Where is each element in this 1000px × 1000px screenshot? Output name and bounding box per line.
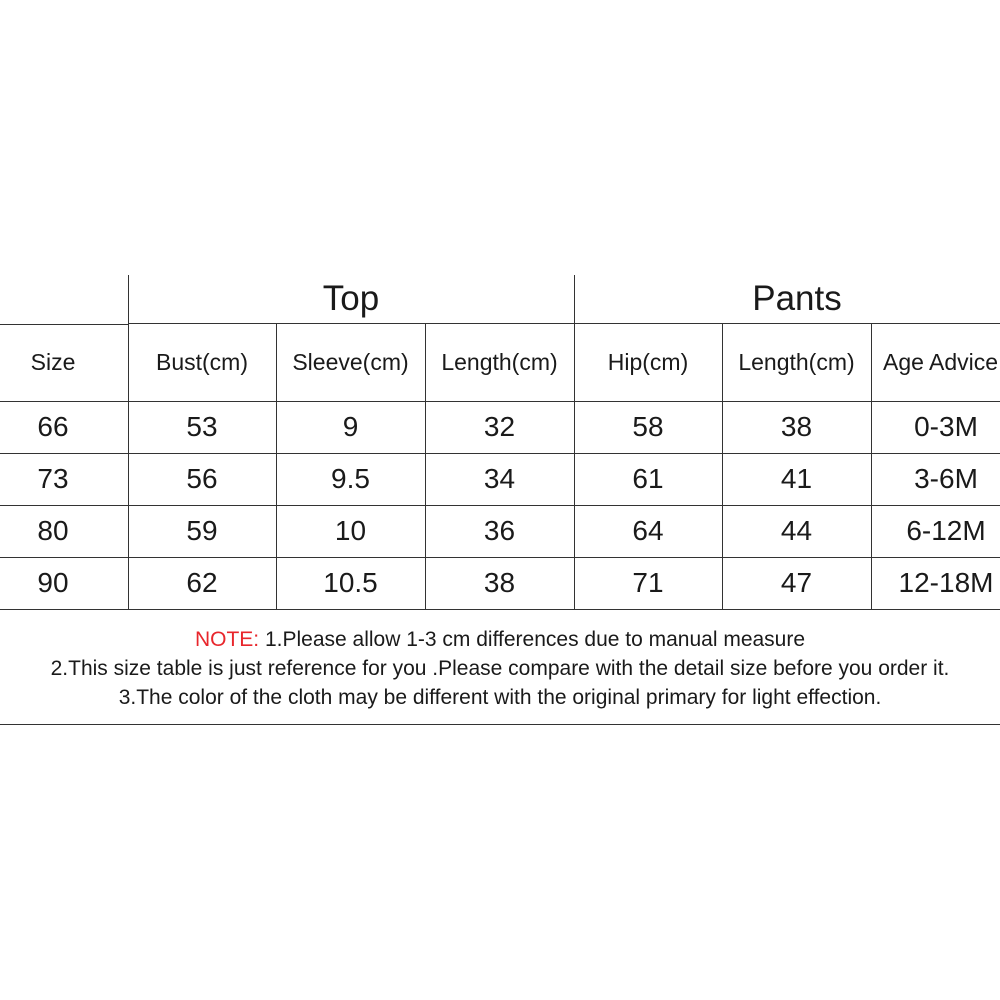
table-cell-age-advice: 6-12M (906, 515, 986, 546)
table-cell-sleeve: 9 (342, 411, 359, 442)
table-cell-top-length: 36 (483, 515, 516, 546)
table-cell-pants-length: 44 (780, 515, 813, 546)
column-header-sleeve: Sleeve(cm) (292, 349, 409, 375)
table-cell-sleeve: 10 (334, 515, 367, 546)
column-header-size: Size (30, 349, 76, 375)
table-cell-hip: 61 (632, 463, 664, 494)
table-cell-age-advice: 12-18M (898, 567, 994, 598)
table-cell-size: 80 (37, 515, 69, 546)
column-header-pants-length: Length(cm) (738, 349, 855, 375)
table-cell-bust: 59 (186, 515, 218, 546)
table-cell-age-advice: 0-3M (914, 411, 978, 442)
table-cell-size: 73 (37, 463, 69, 494)
group-header-pants: Pants (752, 279, 842, 318)
table-cell-size: 66 (37, 411, 69, 442)
line-under-row-4 (0, 609, 1000, 610)
table-cell-sleeve: 10.5 (323, 567, 378, 598)
table-cell-hip: 64 (632, 515, 664, 546)
column-header-age-advice: Age Advice (883, 349, 999, 375)
note-label: NOTE: (194, 628, 260, 651)
table-cell-sleeve: 9.5 (331, 463, 370, 494)
line-under-notes (0, 724, 1000, 725)
note-text-1: 1.Please allow 1-3 cm differences due to manual measure (259, 628, 806, 651)
table-cell-pants-length: 47 (780, 567, 813, 598)
group-header-top: Top (322, 279, 380, 318)
table-cell-top-length: 38 (483, 567, 516, 598)
table-cell-bust: 56 (186, 463, 218, 494)
column-header-bust: Bust(cm) (156, 349, 248, 375)
column-header-hip: Hip(cm) (607, 349, 689, 375)
table-cell-pants-length: 38 (780, 411, 813, 442)
note-line-1 (0, 628, 1000, 652)
table-cell-top-length: 34 (483, 463, 516, 494)
column-header-top-length: Length(cm) (441, 349, 558, 375)
table-cell-size: 90 (37, 567, 69, 598)
note-line-3: 3.The color of the cloth may be different with the original primary for light effection. (118, 686, 882, 709)
table-cell-bust: 53 (186, 411, 218, 442)
table-cell-pants-length: 41 (780, 463, 813, 494)
note-line-2: 2.This size table is just reference for you .Please compare with the detail size before you order it. (50, 657, 950, 680)
table-cell-hip: 71 (632, 567, 664, 598)
table-cell-bust: 62 (186, 567, 218, 598)
table-cell-top-length: 32 (483, 411, 516, 442)
table-cell-hip: 58 (632, 411, 664, 442)
table-cell-age-advice: 3-6M (914, 463, 978, 494)
